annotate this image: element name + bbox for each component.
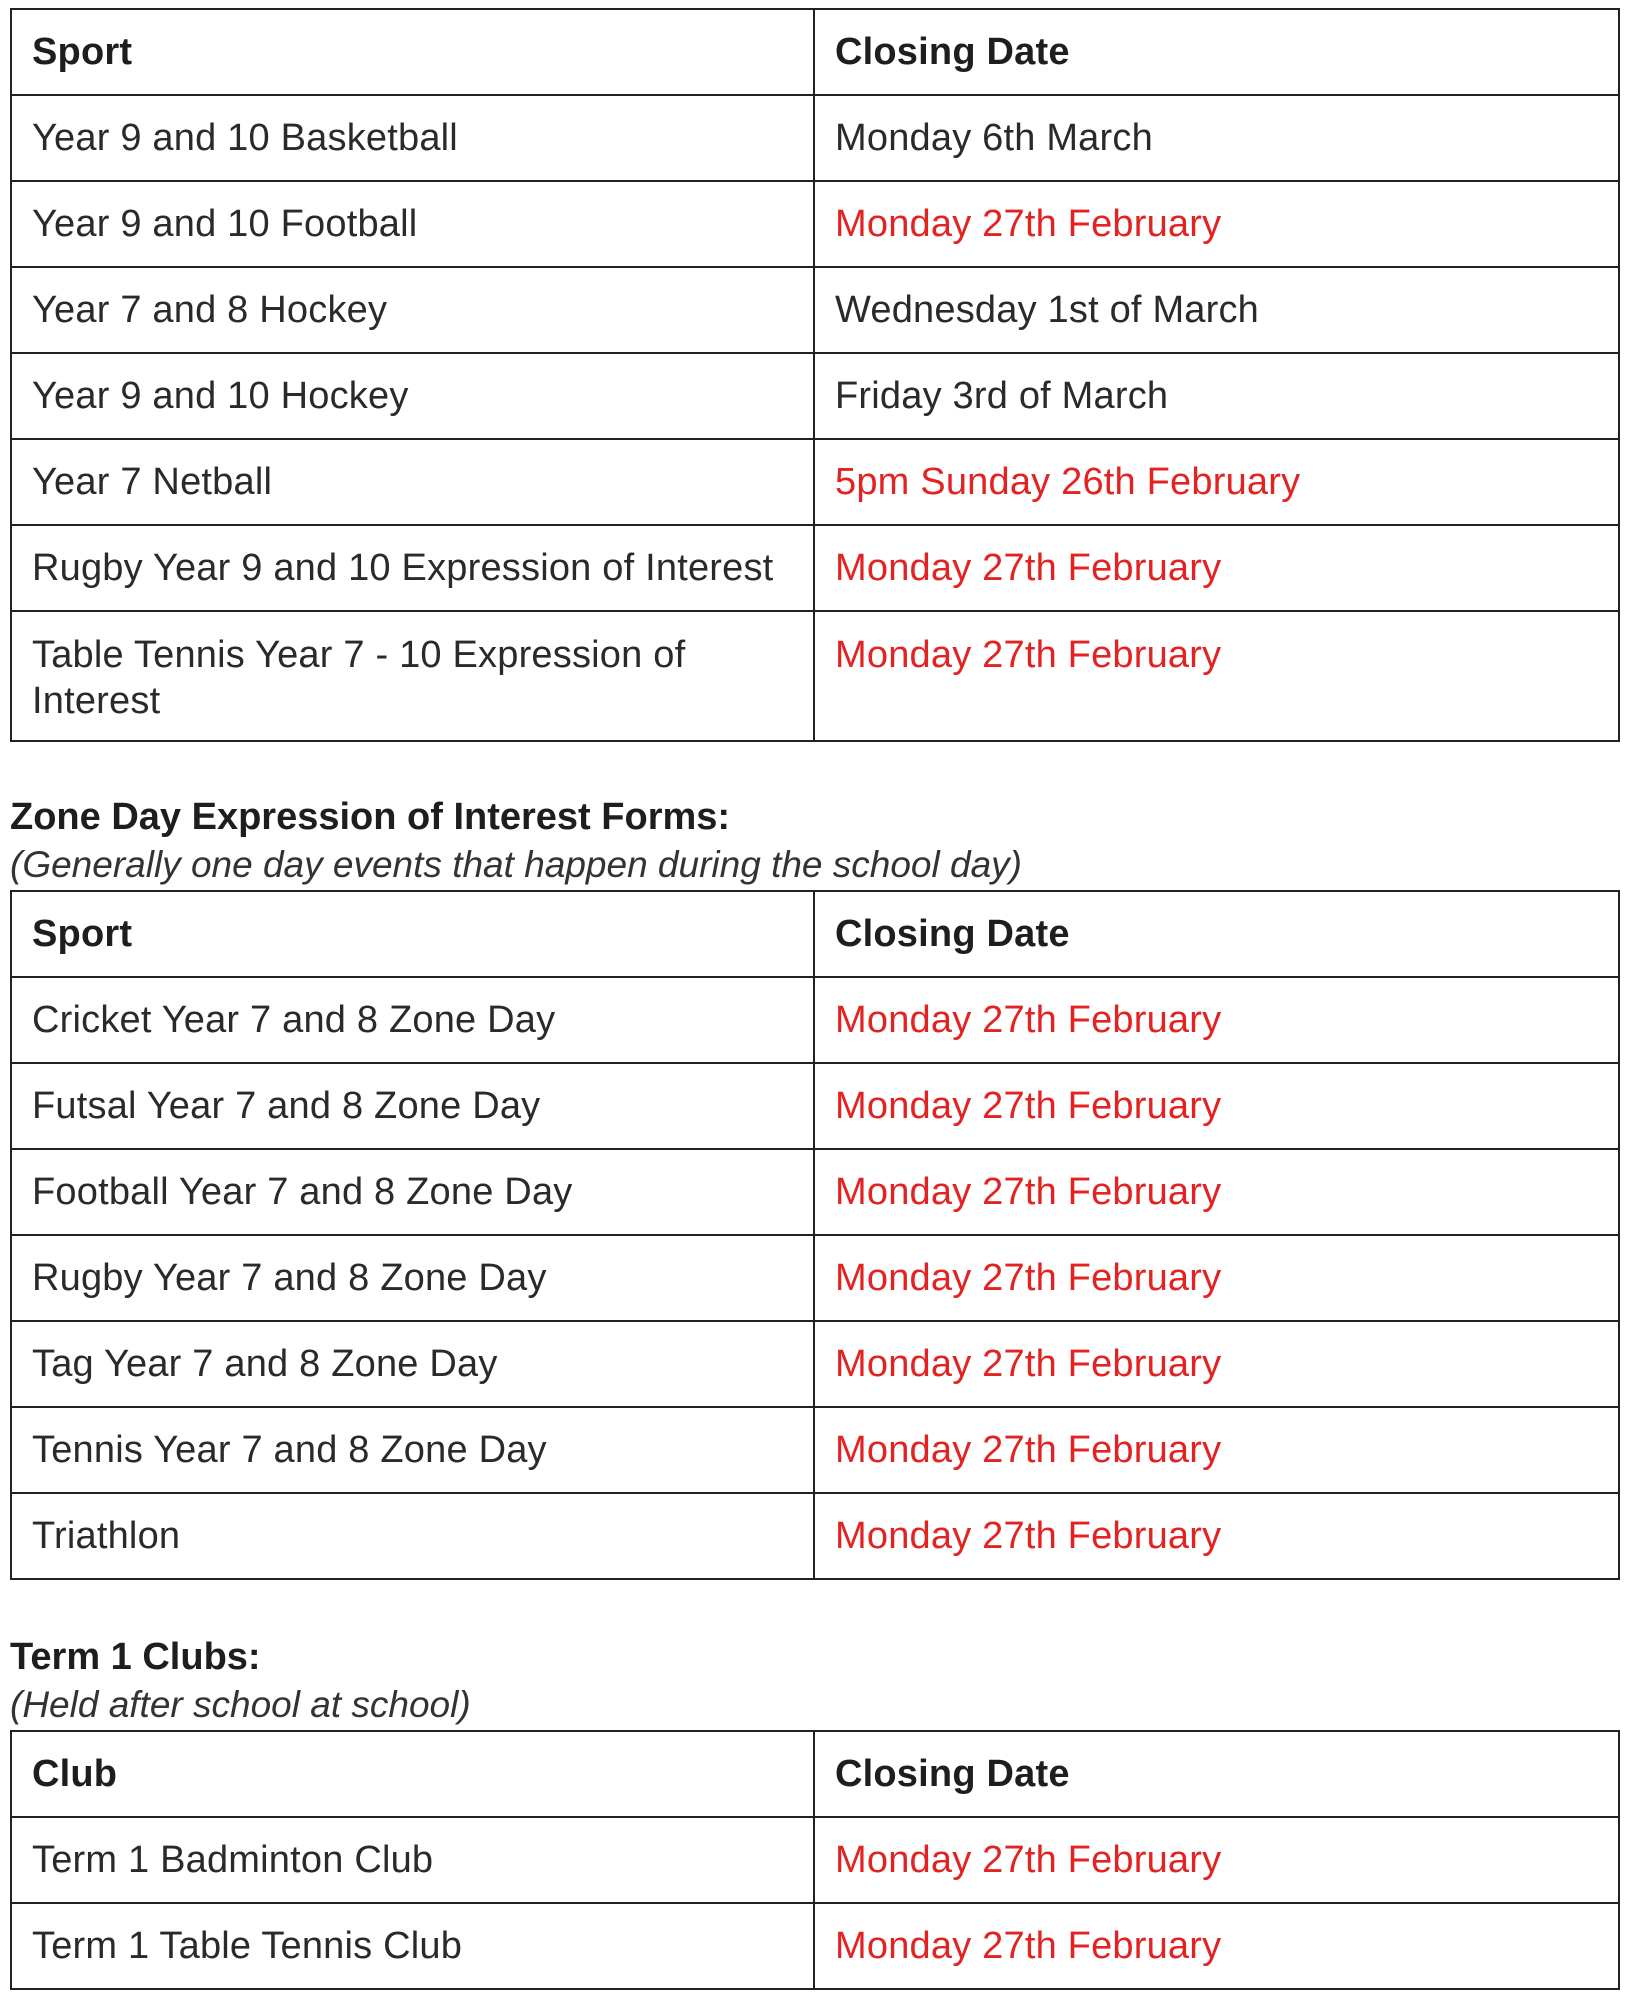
sport-cell: Futsal Year 7 and 8 Zone Day [11, 1063, 814, 1149]
sport-cell: Rugby Year 9 and 10 Expression of Interest [11, 525, 814, 611]
closing-date-cell: Monday 27th February [814, 1407, 1619, 1493]
table-row [11, 267, 1619, 353]
table-row [11, 611, 1619, 741]
column-header-closing-date: Closing Date [814, 1731, 1619, 1817]
column-header-sport: Sport [11, 9, 814, 95]
sport-cell: Triathlon [11, 1493, 814, 1579]
sport-cell: Rugby Year 7 and 8 Zone Day [11, 1235, 814, 1321]
term-1-clubs-subheading: (Held after school at school) [10, 1684, 471, 1725]
closing-date-cell: Monday 27th February [814, 1903, 1619, 1989]
table-row [11, 1235, 1619, 1321]
table-header-row [11, 891, 1619, 977]
closing-date-cell: Monday 27th February [814, 1063, 1619, 1149]
term-1-clubs-heading: Term 1 Clubs: [10, 1636, 261, 1678]
closing-date-cell: Monday 6th March [814, 95, 1619, 181]
column-header-closing-date: Closing Date [814, 891, 1619, 977]
sport-cell: Year 7 Netball [11, 439, 814, 525]
sport-cell: Table Tennis Year 7 - 10 Expression of Interest [11, 611, 814, 741]
page [10, 8, 1618, 1990]
table-row [11, 181, 1619, 267]
sport-cell: Football Year 7 and 8 Zone Day [11, 1149, 814, 1235]
closing-date-cell: Monday 27th February [814, 525, 1619, 611]
sport-cell: Year 7 and 8 Hockey [11, 267, 814, 353]
closing-date-cell: Monday 27th February [814, 977, 1619, 1063]
zone-day-subheading: (Generally one day events that happen during the school day) [10, 844, 1022, 885]
closing-date-cell: Monday 27th February [814, 1235, 1619, 1321]
club-cell: Term 1 Badminton Club [11, 1817, 814, 1903]
closing-date-cell: Friday 3rd of March [814, 353, 1619, 439]
sport-cell: Year 9 and 10 Hockey [11, 353, 814, 439]
closing-date-cell: Monday 27th February [814, 1493, 1619, 1579]
sport-cell: Tag Year 7 and 8 Zone Day [11, 1321, 814, 1407]
table-row [11, 1321, 1619, 1407]
table-header-row [11, 9, 1619, 95]
table-row [11, 1407, 1619, 1493]
sport-cell: Year 9 and 10 Football [11, 181, 814, 267]
column-header-closing-date: Closing Date [814, 9, 1619, 95]
table-row [11, 1817, 1619, 1903]
closing-date-cell: Monday 27th February [814, 181, 1619, 267]
closing-date-cell: Monday 27th February [814, 611, 1619, 741]
table-row [11, 1493, 1619, 1579]
table-row [11, 525, 1619, 611]
closing-date-cell: Monday 27th February [814, 1149, 1619, 1235]
column-header-club: Club [11, 1731, 814, 1817]
table-row [11, 1149, 1619, 1235]
closing-date-cell: Monday 27th February [814, 1817, 1619, 1903]
zone-day-heading: Zone Day Expression of Interest Forms: [10, 796, 731, 838]
sport-cell: Cricket Year 7 and 8 Zone Day [11, 977, 814, 1063]
table-row [11, 977, 1619, 1063]
table-row [11, 95, 1619, 181]
table-row [11, 1063, 1619, 1149]
table-row [11, 439, 1619, 525]
table-row [11, 353, 1619, 439]
table-header-row [11, 1731, 1619, 1817]
sport-cell: Year 9 and 10 Basketball [11, 95, 814, 181]
competition-closing-dates-table [10, 8, 1620, 742]
clubs-closing-dates-table [10, 1730, 1620, 1990]
closing-date-cell: Monday 27th February [814, 1321, 1619, 1407]
sport-cell: Tennis Year 7 and 8 Zone Day [11, 1407, 814, 1493]
club-cell: Term 1 Table Tennis Club [11, 1903, 814, 1989]
table-row [11, 1903, 1619, 1989]
closing-date-cell: Wednesday 1st of March [814, 267, 1619, 353]
closing-date-cell: 5pm Sunday 26th February [814, 439, 1619, 525]
zone-day-closing-dates-table [10, 890, 1620, 1580]
column-header-sport: Sport [11, 891, 814, 977]
